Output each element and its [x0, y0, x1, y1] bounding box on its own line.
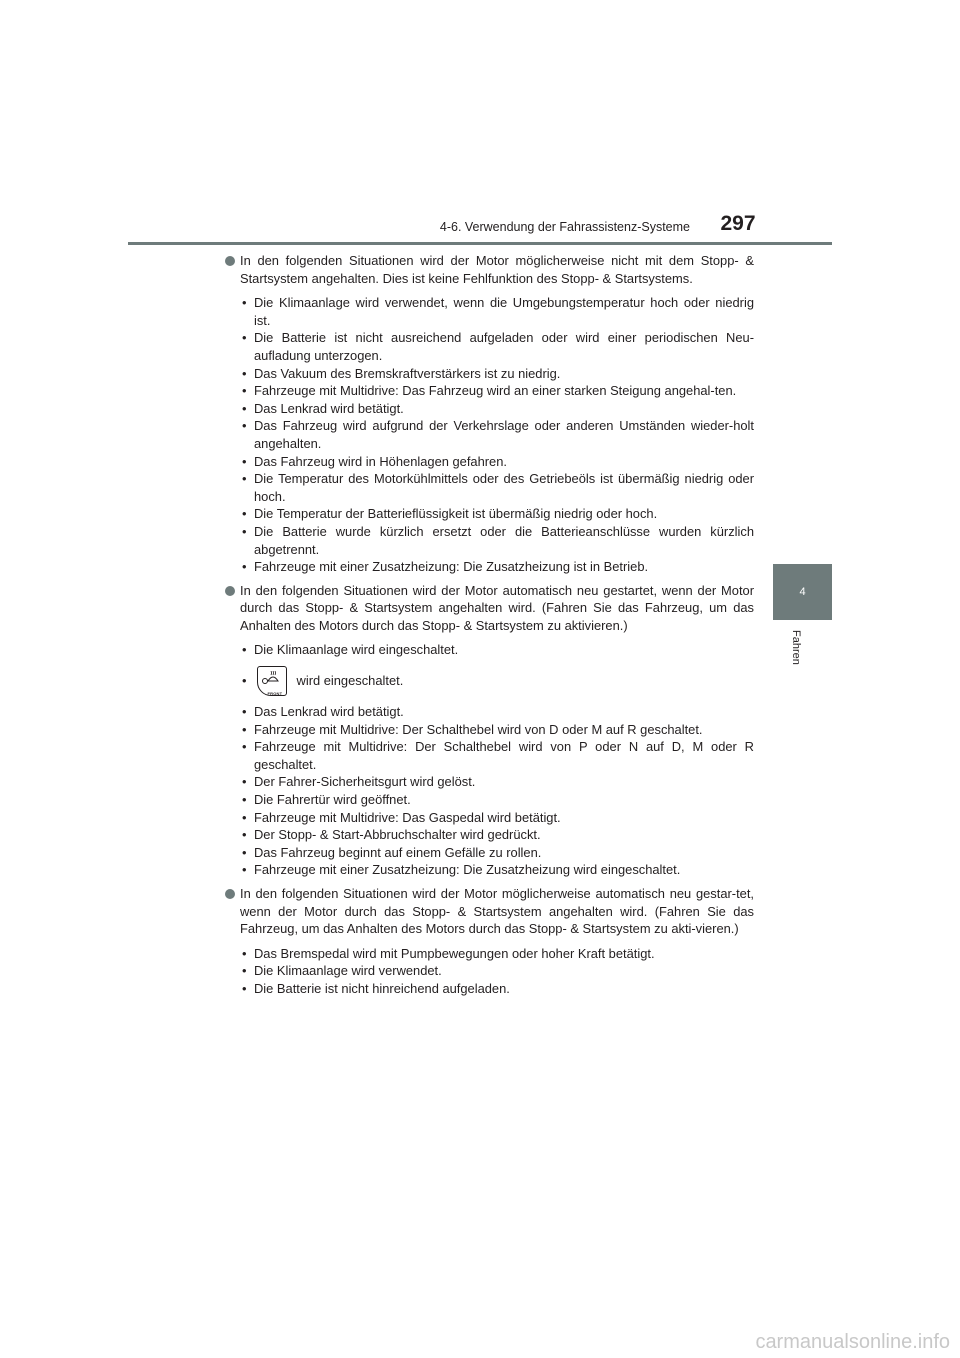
list-item: • Das Fahrzeug wird aufgrund der Verkehrslage oder anderen Umständen wieder-holt angehalten. — [242, 418, 754, 451]
chapter-tab[interactable] — [773, 564, 832, 620]
list-item: • Die Batterie ist nicht hinreichend aufgeladen. — [242, 980, 510, 996]
watermark: carmanualsonline.info — [755, 1331, 950, 1353]
list-item: • Fahrzeuge mit einer Zusatzheizung: Die Zusatzheizung ist in Betrieb. — [242, 559, 649, 575]
list-item: • Fahrzeuge mit Multidrive: Der Schalthebel wird von D oder M auf R geschaltet. — [242, 721, 703, 737]
section-1-intro: In den folgenden Situationen wird der Motor möglicherweise nicht mit dem Stopp- & Startsystem angehalten. Dies ist keine Fehlfunktion des Stopp- & Startsystems. — [224, 252, 754, 287]
list-item: • Fahrzeuge mit einer Zusatzheizung: Die Zusatzheizung wird eingeschaltet. — [242, 862, 681, 878]
list-item: • Die Klimaanlage wird verwendet. — [242, 963, 442, 979]
section-3-intro: In den folgenden Situationen wird der Motor möglicherweise automatisch neu gestar-tet, wenn der Motor durch das Stopp- & Startsystem angehalten wird. (Fahren Sie das Fahrzeug, um das Anhalten des Motors durch das Stopp- & Startsystem zu akti-vieren.) — [224, 885, 754, 938]
list-item: • Die Batterie ist nicht ausreichend aufgeladen oder wird einer periodischen Neu-aufladung unterzogen. — [242, 330, 754, 363]
circle-bullet-icon — [225, 256, 235, 266]
list-item: • Fahrzeuge mit Multidrive: Der Schalthebel wird von P oder N auf D, M oder R geschaltet. — [242, 739, 754, 772]
list-item: • Das Bremspedal wird mit Pumpbewegungen oder hoher Kraft betätigt. — [242, 945, 655, 961]
list-item: • Die Temperatur des Motorkühlmittels oder des Getriebeöls ist übermäßig niedrig oder hoch. — [242, 471, 754, 504]
section-3-list — [224, 945, 754, 998]
list-item: • Der Fahrer-Sicherheitsgurt wird gelöst. — [242, 774, 476, 790]
chapter-label — [780, 630, 820, 690]
circle-bullet-icon — [225, 889, 235, 899]
header-divider — [128, 242, 832, 245]
list-item: • Die Klimaanlage wird eingeschaltet. — [242, 642, 459, 658]
list-item: • Die Batterie wurde kürzlich ersetzt oder die Batterieanschlüsse wurden kürzlich abgetrennt. — [242, 523, 754, 557]
section-2-intro: In den folgenden Situationen wird der Motor automatisch neu gestartet, wenn der Motor durch das Stopp- & Startsystem angehalten wird. (Fahren Sie das Fahrzeug, um das Anhalten des Motors durch das Stopp- & Startsystem zu aktivieren.) — [224, 582, 754, 635]
list-item: • Der Stopp- & Start-Abbruchschalter wird gedrückt. — [242, 827, 541, 843]
list-item: • Das Vakuum des Bremskraftverstärkers ist zu niedrig. — [242, 365, 561, 381]
chapter-number: 4 — [799, 586, 806, 598]
front-defroster-button-icon: FRONT — [257, 666, 287, 696]
list-item: • Das Lenkrad wird betätigt. — [242, 400, 404, 416]
list-item-with-icon: • FRONT wird eingeschaltet. — [224, 661, 754, 701]
list-item: • Das Lenkrad wird betätigt. — [242, 704, 404, 720]
list-item: • Die Fahrertür wird geöffnet. — [242, 792, 411, 808]
section-1-list — [224, 294, 754, 576]
list-item: • Fahrzeuge mit Multidrive: Das Fahrzeug wird an einer starken Steigung angehal-ten. — [242, 383, 737, 399]
list-item: • Die Temperatur der Batterieflüssigkeit ist übermäßig niedrig oder hoch. — [242, 506, 658, 522]
list-item: • Das Fahrzeug wird in Höhenlagen gefahren. — [242, 453, 507, 469]
section-title: 4-6. Verwendung der Fahrassistenz-Systeme — [439, 220, 690, 234]
list-item: • Fahrzeuge mit Multidrive: Das Gaspedal wird betätigt. — [242, 809, 561, 825]
chapter-label-text: Fahren — [790, 630, 802, 665]
circle-bullet-icon — [225, 586, 235, 596]
list-item: • Das Fahrzeug beginnt auf einem Gefälle zu rollen. — [242, 844, 542, 860]
page-content — [224, 252, 754, 1004]
section-2-list — [224, 641, 754, 879]
page-number: 297 — [720, 212, 756, 235]
list-item: • Die Klimaanlage wird verwendet, wenn die Umgebungstemperatur hoch oder niedrig ist. — [242, 295, 754, 328]
